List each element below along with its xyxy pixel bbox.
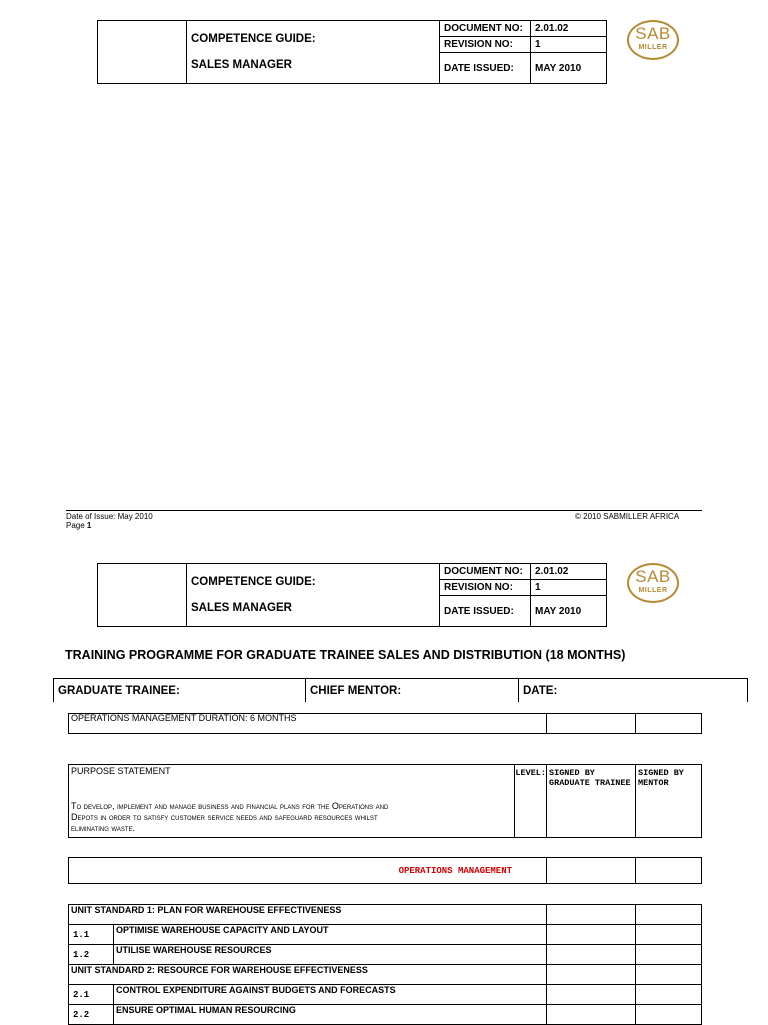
unit-item-row xyxy=(69,945,702,965)
unit-item-text: OPTIMISE WAREHOUSE CAPACITY AND LAYOUT xyxy=(114,925,547,945)
duration-blank-cell xyxy=(547,714,636,734)
header-blank-cell xyxy=(98,564,187,627)
date-issued-value: MAY 2010 xyxy=(531,53,607,84)
unit-item-number: 2.2 xyxy=(69,1005,114,1025)
trainee-mentor-table xyxy=(53,678,748,702)
header-title-line2: SALES MANAGER xyxy=(191,602,292,614)
footer-page xyxy=(66,521,91,530)
sign-cell xyxy=(636,965,702,985)
sign-cell xyxy=(547,985,636,1005)
sign-cell xyxy=(636,1005,702,1025)
graduate-trainee-field: GRADUATE TRAINEE: xyxy=(54,679,306,703)
footer-page-number: 1 xyxy=(86,521,92,530)
sabmiller-logo xyxy=(627,563,679,603)
unit-standards-table xyxy=(68,904,702,1025)
doc-no-value: 2.01.02 xyxy=(531,564,607,580)
footer-date-of-issue: Date of Issue: May 2010 xyxy=(66,512,153,521)
unit-item-text: UTILISE WAREHOUSE RESOURCES xyxy=(114,945,547,965)
date-field: DATE: xyxy=(519,679,748,703)
unit-item-row xyxy=(69,1005,702,1025)
section-blank-cell xyxy=(636,858,702,884)
logo-text-miller: MILLER xyxy=(638,587,668,594)
section-title: OPERATIONS MANAGEMENT xyxy=(69,858,547,884)
purpose-table xyxy=(68,764,702,838)
doc-no-label: DOCUMENT NO: xyxy=(440,564,531,580)
unit-item-row xyxy=(69,985,702,1005)
signed-by-mentor-label: SIGNED BY MENTOR xyxy=(636,765,702,838)
unit-standard-2: UNIT STANDARD 2: RESOURCE FOR WAREHOUSE EFFECTIVENESS xyxy=(69,965,547,985)
section-blank-cell xyxy=(547,858,636,884)
date-issued-label: DATE ISSUED: xyxy=(440,596,531,627)
rev-no-value: 1 xyxy=(531,37,607,53)
logo-text-sab: SAB xyxy=(635,24,671,43)
header-title-line2: SALES MANAGER xyxy=(191,59,292,71)
unit-standard-row xyxy=(69,905,702,925)
header-title-line1: COMPETENCE GUIDE: xyxy=(191,576,316,588)
rev-no-label: REVISION NO: xyxy=(440,580,531,596)
sign-cell xyxy=(547,925,636,945)
unit-item-number: 1.2 xyxy=(69,945,114,965)
rev-no-value: 1 xyxy=(531,580,607,596)
section-title-table xyxy=(68,857,702,884)
footer-page-label: Page xyxy=(66,521,87,530)
sign-cell xyxy=(547,945,636,965)
purpose-heading: PURPOSE STATEMENT xyxy=(71,766,171,776)
date-issued-label: DATE ISSUED: xyxy=(440,53,531,84)
sign-cell xyxy=(636,945,702,965)
date-issued-value: MAY 2010 xyxy=(531,596,607,627)
sign-cell xyxy=(547,965,636,985)
sign-cell xyxy=(636,985,702,1005)
header-title-cell xyxy=(187,21,440,84)
logo-text-sab: SAB xyxy=(635,567,671,586)
unit-item-number: 2.1 xyxy=(69,985,114,1005)
doc-no-label: DOCUMENT NO: xyxy=(440,21,531,37)
rev-no-label: REVISION NO: xyxy=(440,37,531,53)
footer-copyright: © 2010 SABMILLER AFRICA xyxy=(575,512,680,521)
unit-standard-1: UNIT STANDARD 1: PLAN FOR WAREHOUSE EFFECTIVENESS xyxy=(69,905,547,925)
sign-cell xyxy=(547,905,636,925)
page2-header-table xyxy=(97,563,607,627)
level-label: LEVEL: xyxy=(515,765,547,838)
sabmiller-logo xyxy=(627,20,679,60)
unit-item-row xyxy=(69,925,702,945)
chief-mentor-field: CHIEF MENTOR: xyxy=(306,679,519,703)
unit-item-text: CONTROL EXPENDITURE AGAINST BUDGETS AND FORECASTS xyxy=(114,985,547,1005)
purpose-cell xyxy=(69,765,515,838)
sign-cell xyxy=(636,925,702,945)
purpose-text: To develop, implement and manage business and financial plans for the Operations and Depots in order to satisfy customer service needs and safeguard resources whilst eliminating waste. xyxy=(71,801,389,833)
unit-standard-row xyxy=(69,965,702,985)
page1-header-table xyxy=(97,20,607,84)
logo-text-miller: MILLER xyxy=(638,44,668,51)
header-title-cell xyxy=(187,564,440,627)
sign-cell xyxy=(636,905,702,925)
programme-title: TRAINING PROGRAMME FOR GRADUATE TRAINEE SALES AND DISTRIBUTION (18 MONTHS) xyxy=(65,648,626,662)
duration-blank-cell xyxy=(636,714,702,734)
sign-cell xyxy=(547,1005,636,1025)
ops-duration-text: OPERATIONS MANAGEMENT DURATION: 6 MONTHS xyxy=(69,714,547,734)
unit-item-number: 1.1 xyxy=(69,925,114,945)
header-blank-cell xyxy=(98,21,187,84)
duration-table xyxy=(68,713,702,734)
signed-by-trainee-label: SIGNED BY GRADUATE TRAINEE xyxy=(547,765,636,838)
header-title-line1: COMPETENCE GUIDE: xyxy=(191,33,316,45)
unit-item-text: ENSURE OPTIMAL HUMAN RESOURCING xyxy=(114,1005,547,1025)
doc-no-value: 2.01.02 xyxy=(531,21,607,37)
footer-divider xyxy=(66,510,702,511)
